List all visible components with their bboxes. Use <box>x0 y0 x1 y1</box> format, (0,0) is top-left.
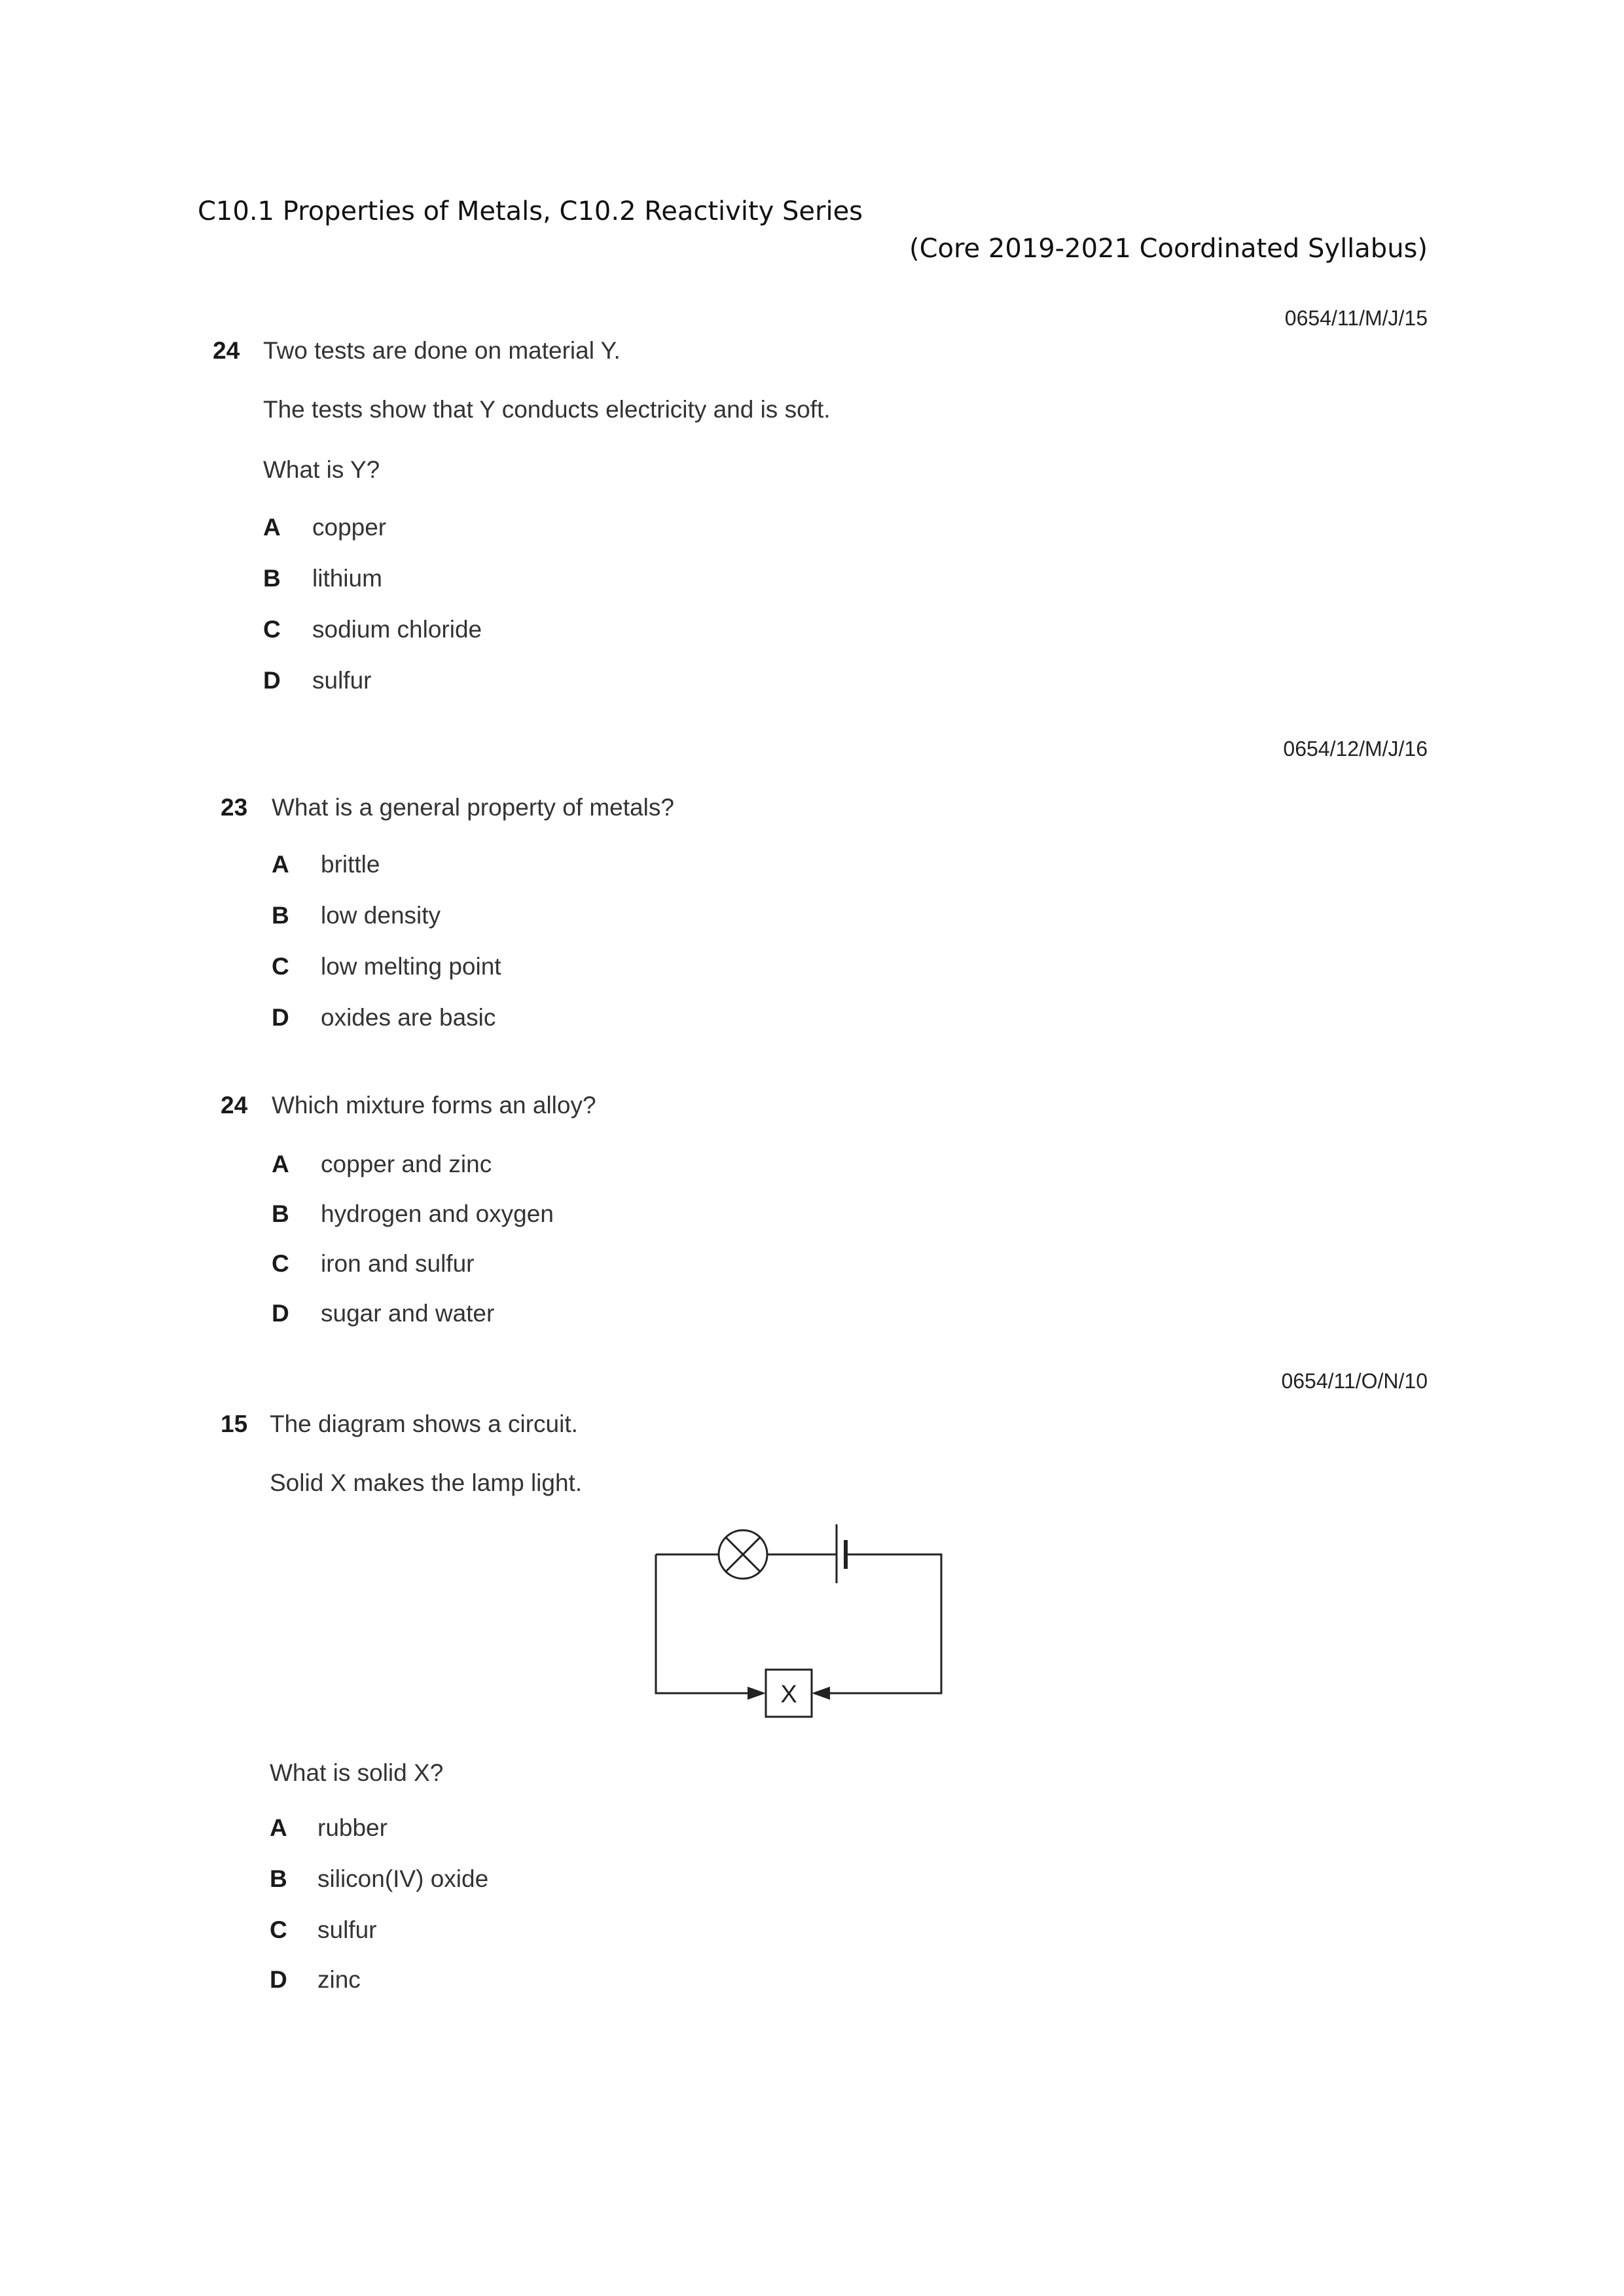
option-text: lithium <box>312 565 382 592</box>
arrow-icon <box>748 1687 766 1700</box>
battery-cell-icon <box>837 1524 846 1583</box>
question-number: 24 <box>213 337 240 364</box>
option-letter: C <box>270 1916 287 1943</box>
option-text: sulfur <box>317 1916 377 1943</box>
circuit-wire <box>846 1554 941 1693</box>
question-text: What is a general property of metals? <box>272 794 674 821</box>
option-letter: B <box>272 902 289 929</box>
page-subtitle: (Core 2019-2021 Coordinated Syllabus) <box>909 234 1428 264</box>
question-text: Two tests are done on material Y. <box>263 337 621 364</box>
option-text: brittle <box>321 851 380 878</box>
page-title: C10.1 Properties of Metals, C10.2 Reactivity Series <box>198 196 863 226</box>
option-letter: B <box>272 1200 289 1227</box>
option-text: iron and sulfur <box>321 1250 475 1277</box>
option-letter: A <box>263 514 281 541</box>
option-letter: D <box>270 1966 287 1993</box>
option-text: sulfur <box>312 667 372 694</box>
option-letter: A <box>272 851 289 878</box>
option-letter: C <box>272 953 289 980</box>
lamp-icon <box>719 1530 767 1579</box>
question-text: Solid X makes the lamp light. <box>270 1469 583 1496</box>
question-reference: 0654/11/O/N/10 <box>1281 1369 1428 1393</box>
option-text: silicon(IV) oxide <box>317 1865 489 1892</box>
option-text: zinc <box>317 1966 361 1993</box>
solid-x-label: X <box>780 1681 797 1708</box>
option-letter: D <box>272 1004 289 1031</box>
circuit-wire <box>656 1554 736 1693</box>
question-number: 24 <box>221 1092 248 1119</box>
option-letter: B <box>263 565 281 592</box>
option-text: low melting point <box>321 953 501 980</box>
option-letter: A <box>272 1151 289 1177</box>
question-text: The diagram shows a circuit. <box>270 1410 578 1437</box>
option-text: rubber <box>317 1814 388 1841</box>
circuit-diagram <box>648 1515 956 1751</box>
option-text: sugar and water <box>321 1300 495 1327</box>
question-number: 15 <box>221 1410 248 1437</box>
arrow-icon <box>812 1687 830 1700</box>
question-reference: 0654/11/M/J/15 <box>1284 306 1428 330</box>
option-letter: D <box>272 1300 289 1327</box>
option-letter: A <box>270 1814 287 1841</box>
question-prompt: What is Y? <box>263 456 380 483</box>
option-text: copper and zinc <box>321 1151 492 1177</box>
option-letter: C <box>272 1250 289 1277</box>
option-text: copper <box>312 514 387 541</box>
option-letter: C <box>263 616 281 643</box>
question-number: 23 <box>221 794 248 821</box>
question-reference: 0654/12/M/J/16 <box>1283 737 1428 761</box>
option-text: oxides are basic <box>321 1004 496 1031</box>
option-text: sodium chloride <box>312 616 482 643</box>
question-text: The tests show that Y conducts electricity and is soft. <box>263 396 831 423</box>
option-text: hydrogen and oxygen <box>321 1200 554 1227</box>
option-text: low density <box>321 902 441 929</box>
option-letter: D <box>263 667 281 694</box>
option-letter: B <box>270 1865 287 1892</box>
question-prompt: What is solid X? <box>270 1759 444 1786</box>
question-text: Which mixture forms an alloy? <box>272 1092 596 1119</box>
